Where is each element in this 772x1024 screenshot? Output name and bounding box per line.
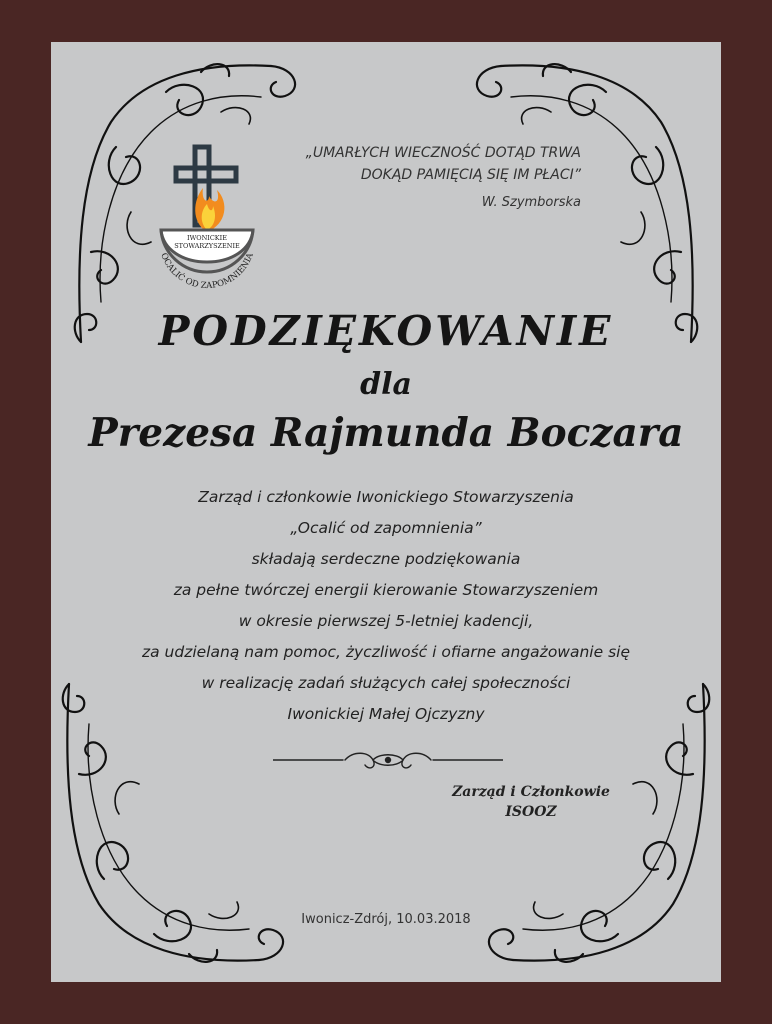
logo-text-line2: STOWARZYSZENIE xyxy=(174,242,240,250)
title-preposition: dla xyxy=(360,367,412,402)
recipient-name: Prezesa Rajmunda Boczara xyxy=(88,410,684,456)
body-line: w realizację zadań służących całej społeczności xyxy=(201,674,571,692)
quote-line-2: DOKĄD PAMIĘCIĄ SIĘ IM PŁACI” xyxy=(360,167,581,183)
association-logo xyxy=(151,142,263,294)
certificate-title: PODZIĘKOWANIE xyxy=(158,307,614,355)
quote-line-1: „UMARŁYCH WIECZNOŚĆ DOTĄD TRWA xyxy=(305,145,581,161)
body-line: „Ocalić od zapomnienia” xyxy=(290,519,482,537)
signature-line-1: Zarząd i Członkowie xyxy=(452,784,610,800)
signature-line-2: ISOOZ xyxy=(505,804,557,820)
body-line: Iwonickiej Małej Ojczyzny xyxy=(287,705,485,723)
quote-author: W. Szymborska xyxy=(481,195,581,210)
body-line: w okresie pierwszej 5-letniej kadencji, xyxy=(238,612,534,630)
certificate-frame xyxy=(51,42,721,982)
logo-arc-text: OCALIĆ OD ZAPOMNIENIA xyxy=(158,251,256,292)
place-and-date: Iwonicz-Zdrój, 10.03.2018 xyxy=(301,912,471,927)
body-line: za udzielaną nam pomoc, życzliwość i ofiarne angażowanie się xyxy=(141,643,630,661)
quote-block xyxy=(291,142,581,214)
ornament-divider xyxy=(273,747,503,773)
body-text xyxy=(81,482,691,730)
body-line: Zarząd i członkowie Iwonickiego Stowarzyszenia xyxy=(198,488,574,506)
signature-block xyxy=(411,782,651,822)
logo-text-line1: IWONICKIE xyxy=(187,234,227,242)
body-line: za pełne twórczej energii kierowanie Stowarzyszeniem xyxy=(173,581,599,599)
body-line: składają serdeczne podziękowania xyxy=(251,550,521,568)
